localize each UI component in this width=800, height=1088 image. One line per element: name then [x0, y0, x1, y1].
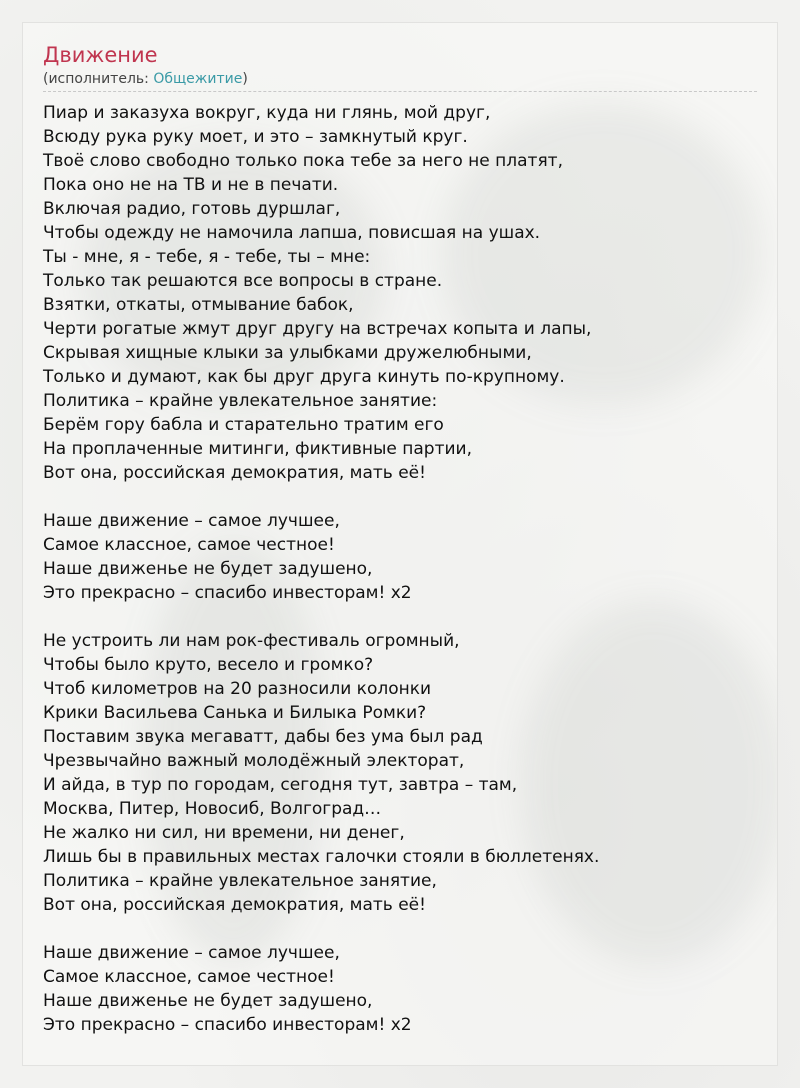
- lyrics-line: Всюду рука руку моет, и это – замкнутый круг.: [43, 127, 468, 147]
- lyrics-line: Не жалко ни сил, ни времени, ни денег,: [43, 823, 405, 843]
- lyrics-line: И айда, в тур по городам, сегодня тут, завтра – там,: [43, 775, 518, 795]
- lyrics-line: Не устроить ли нам рок-фестиваль огромный,: [43, 631, 460, 651]
- lyrics-line: Политика – крайне увлекательное занятие,: [43, 871, 437, 891]
- lyrics-line: Наше движение – самое лучшее,: [43, 511, 340, 531]
- lyrics-stanza: [43, 941, 767, 1037]
- lyrics-stanza: [43, 101, 767, 485]
- title-divider: [43, 91, 757, 92]
- lyrics-line: Чтобы было круто, весело и громко?: [43, 655, 374, 675]
- lyrics-line: Пиар и заказуха вокруг, куда ни глянь, мой друг,: [43, 103, 491, 123]
- lyrics-line: Политика – крайне увлекательное занятие:: [43, 391, 438, 411]
- lyrics-line: Поставим звука мегаватт, дабы без ума был рад: [43, 727, 483, 747]
- lyrics-line: Москва, Питер, Новосиб, Волгоград…: [43, 799, 382, 819]
- lyrics-line: Вот она, российская демократия, мать её!: [43, 895, 426, 915]
- lyrics-line: Берём гору бабла и старательно тратим его: [43, 415, 444, 435]
- performer-line: [43, 69, 248, 89]
- lyrics-line: Это прекрасно – спасибо инвесторам! x2: [43, 1015, 412, 1035]
- performer-prefix: (исполнитель:: [43, 71, 154, 87]
- song-title: Движение: [43, 43, 158, 67]
- lyrics-line: Вот она, российская демократия, мать её!: [43, 463, 426, 483]
- lyrics-stanza: [43, 509, 767, 605]
- lyrics-line: Самое классное, самое честное!: [43, 967, 335, 987]
- lyrics-line: Только так решаются все вопросы в стране.: [43, 271, 443, 291]
- lyrics-line: Наше движенье не будет задушено,: [43, 991, 373, 1011]
- lyrics-line: Твоё слово свободно только пока тебе за него не платят,: [43, 151, 563, 171]
- lyrics-line: Чрезвычайно важный молодёжный электорат,: [43, 751, 465, 771]
- lyrics-line: Только и думают, как бы друг друга кинуть по-крупному.: [43, 367, 565, 387]
- lyrics-line: Включая радио, готовь дуршлаг,: [43, 199, 341, 219]
- lyrics-card: [22, 22, 778, 1066]
- lyrics-line: Это прекрасно – спасибо инвесторам! x2: [43, 583, 412, 603]
- lyrics-line: Черти рогатые жмут друг другу на встречах копыта и лапы,: [43, 319, 592, 339]
- lyrics-line: Наше движенье не будет задушено,: [43, 559, 373, 579]
- lyrics-line: Взятки, откаты, отмывание бабок,: [43, 295, 354, 315]
- lyrics-stanza: [43, 629, 767, 917]
- lyrics-line: Наше движение – самое лучшее,: [43, 943, 340, 963]
- lyrics-line: Ты - мне, я - тебе, я - тебе, ты – мне:: [43, 247, 371, 267]
- lyrics-line: Чтоб километров на 20 разносили колонки: [43, 679, 432, 699]
- performer-suffix: ): [242, 71, 248, 87]
- lyrics-body: [43, 101, 767, 1037]
- lyrics-line: Чтобы одежду не намочила лапша, повисшая на ушах.: [43, 223, 541, 243]
- lyrics-line: Скрывая хищные клыки за улыбками дружелюбными,: [43, 343, 532, 363]
- lyrics-line: Пока оно не на ТВ и не в печати.: [43, 175, 339, 195]
- lyrics-line: Крики Васильева Санька и Билыка Ромки?: [43, 703, 427, 723]
- lyrics-line: Самое классное, самое честное!: [43, 535, 335, 555]
- lyrics-line: На проплаченные митинги, фиктивные партии,: [43, 439, 473, 459]
- performer-link[interactable]: Общежитие: [153, 71, 243, 87]
- lyrics-line: Лишь бы в правильных местах галочки стояли в бюллетенях.: [43, 847, 600, 867]
